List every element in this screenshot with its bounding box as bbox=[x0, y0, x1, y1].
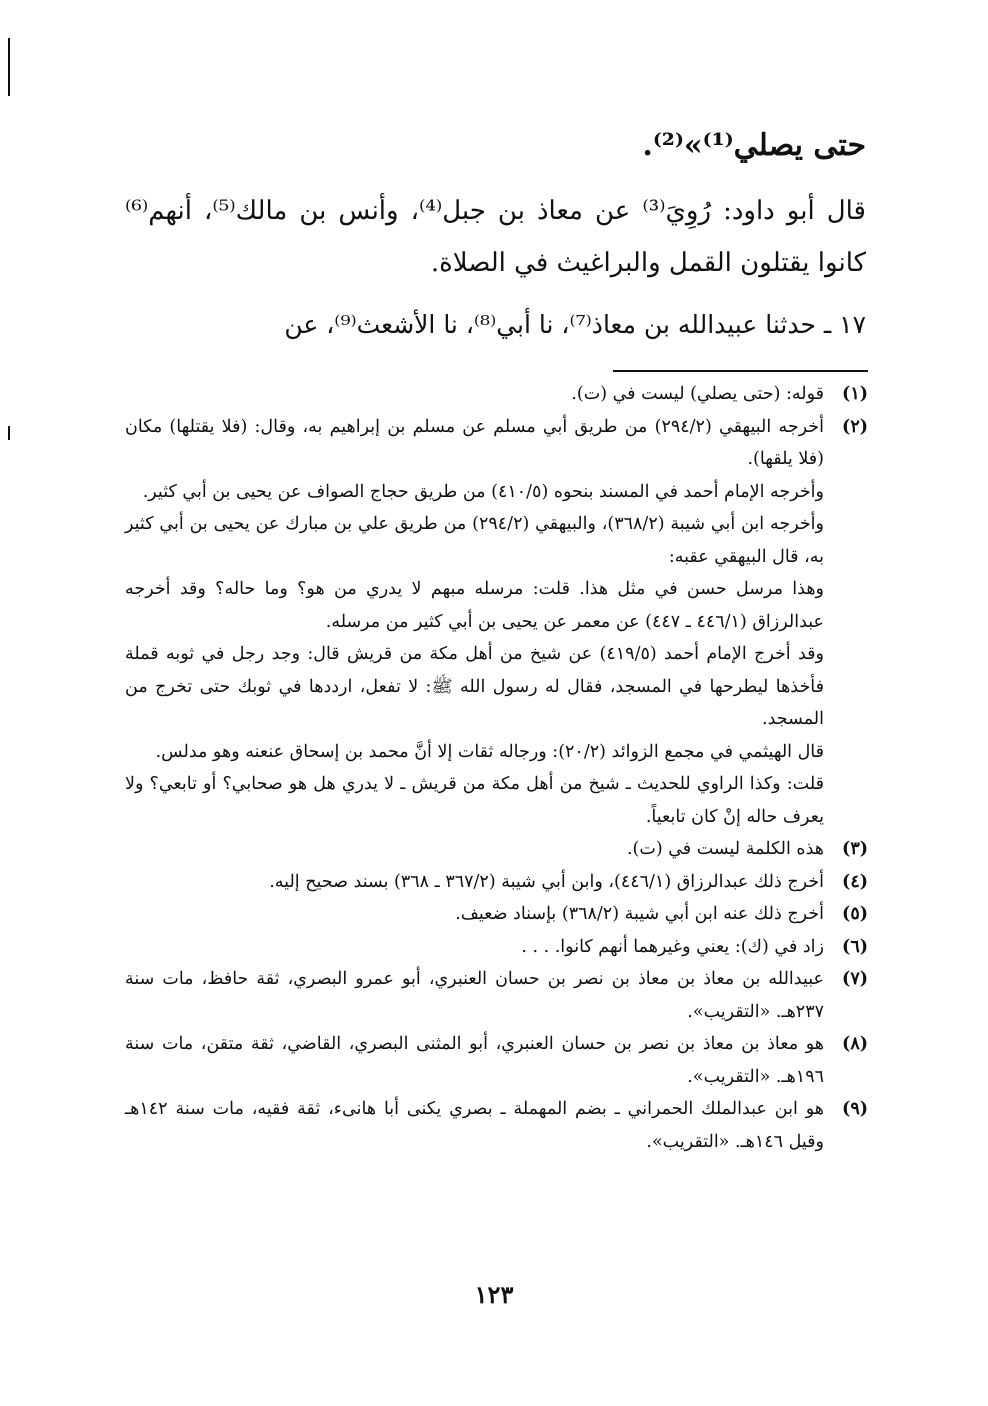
footnote-text bbox=[125, 898, 824, 931]
footnotes bbox=[125, 378, 868, 1158]
footnote-paragraph: قال الهيثمي في مجمع الزوائد (٢٠/٢): ورجاله ثقات إلا أنَّ محمد بن إسحاق عنعنه وهو مدلس. bbox=[155, 741, 824, 762]
footnote-paragraph: وأخرجه ابن أبي شيبة (٣٦٨/٢)، والبيهقي (٢٩٤/٢) من طريق علي بن مبارك عن يحيى بن أبي كثير به، قال البيهقي عقبه: bbox=[125, 514, 824, 567]
footnote bbox=[125, 963, 868, 1028]
footnote-number: (٩) bbox=[842, 1099, 868, 1119]
scan-margin-mark bbox=[8, 38, 10, 96]
footnote-number: (٨) bbox=[842, 1034, 868, 1054]
abu-dawud-paragraph: قال أبو داود: رُوِيَ⁽³⁾ عن معاذ بن جبل⁽⁴⁾، وأنس بن مالك⁽⁵⁾، أنهم⁽⁶⁾ كانوا يقتلون القمل والبراغيث في الصلاة. bbox=[125, 196, 866, 278]
scan-margin-mark bbox=[8, 426, 10, 440]
page-number: ١٢٣ bbox=[474, 1280, 514, 1309]
footnote-paragraph: أخرج ذلك عبدالرزاق (٤٤٦/١)، وابن أبي شيبة (٣٦٧/٢ ـ ٣٦٨) بسند صحيح إليه. bbox=[269, 871, 824, 892]
footnote-text bbox=[125, 411, 824, 834]
footnote-number: (٤) bbox=[842, 871, 868, 892]
footnote bbox=[125, 1028, 868, 1093]
footnote bbox=[125, 378, 868, 411]
footnote-number: (٦) bbox=[842, 936, 868, 957]
footnote-separator bbox=[613, 370, 868, 372]
footnote-paragraph: هو ابن عبدالملك الحمراني ـ بضم المهملة ـ بصري يكنى أبا هانىء، ثقة فقيه، مات سنة ١٤٢هـ وقيل ١٤٦هـ. «التقريب». bbox=[125, 1099, 824, 1152]
hadith-17-opening: ١٧ ـ حدثنا عبيدالله بن معاذ⁽⁷⁾، نا أبي⁽⁸⁾، نا الأشعث⁽⁹⁾، عن bbox=[284, 310, 866, 339]
footnote-number: (١) bbox=[842, 384, 868, 404]
footnote bbox=[125, 898, 868, 931]
footnote-text bbox=[125, 378, 824, 411]
footnote-paragraph: وأخرجه الإمام أحمد في المسند بنحوه (٤١٠/٥) من طريق حجاج الصواف عن يحيى بن أبي كثير. bbox=[142, 481, 824, 502]
footnote-number: (٢) bbox=[842, 416, 868, 437]
footnote-paragraph: زاد في (ك): يعني وغيرهما أنهم كانوا. . . . bbox=[521, 936, 824, 957]
footnote-number: (٣) bbox=[842, 839, 868, 859]
footnote-text bbox=[125, 833, 824, 866]
footnote-paragraph: عبيدالله بن معاذ بن معاذ بن نصر بن حسان العنبري، أبو عمرو البصري، ثقة حافظ، مات سنة ٢٣٧هـ. «التقريب». bbox=[125, 969, 824, 1022]
footnote-text bbox=[125, 866, 824, 899]
footnote-paragraph: قوله: (حتى يصلي) ليست في (ت). bbox=[571, 384, 824, 404]
footnote-paragraph: قلت: وكذا الراوي للحديث ـ شيخ من أهل مكة من قريش ـ لا يدري هل هو صحابي؟ أو تابعي؟ ولا يعرف حاله إنْ كان تابعياً. bbox=[125, 774, 824, 827]
footnote-text bbox=[125, 1093, 824, 1158]
footnote-paragraph: أخرجه البيهقي (٢٩٤/٢) من طريق أبي مسلم عن مسلم بن إبراهيم به، وقال: (فلا يقتلها) مكان (فلا يلقها). bbox=[125, 416, 824, 469]
footnote bbox=[125, 1093, 868, 1158]
footnote-paragraph: أخرج ذلك عنه ابن أبي شيبة (٣٦٨/٢) بإسناد ضعيف. bbox=[455, 904, 824, 924]
footnote-number: (٧) bbox=[842, 969, 868, 989]
main-text bbox=[125, 185, 866, 351]
footnote bbox=[125, 866, 868, 899]
footnote-text bbox=[125, 963, 824, 1028]
footnote bbox=[125, 833, 868, 866]
footnote bbox=[125, 931, 868, 964]
footnote-paragraph: هو معاذ بن معاذ بن نصر بن حسان العنبري، أبو المثنى البصري، القاضي، ثقة متقن، مات سنة ١٩٦هـ. «التقريب». bbox=[125, 1034, 824, 1087]
continued-hadith-line: حتى يصلي⁽¹⁾»⁽²⁾. bbox=[642, 128, 866, 163]
footnote-text bbox=[125, 1028, 824, 1093]
footnote-number: (٥) bbox=[842, 904, 868, 924]
footnote-paragraph: هذه الكلمة ليست في (ت). bbox=[626, 839, 824, 859]
footnote-paragraph: وهذا مرسل حسن في مثل هذا. قلت: مرسله مبهم لا يدري من هو؟ وما حاله؟ وقد أخرجه عبدالرزاق (٤٤٦/١ ـ ٤٤٧) عن معمر عن يحيى بن أبي كثير من مرسله. bbox=[125, 579, 824, 632]
footnote-text bbox=[125, 931, 824, 964]
footnote-paragraph: وقد أخرج الإمام أحمد (٤١٩/٥) عن شيخ من أهل مكة من قريش قال: وجد رجل في ثوبه قملة فأخذها ليطرحها في المسجد، فقال له رسول الله ﷺ: لا تفعل، ارددها في ثوبك حتى تخرج من المسجد. bbox=[125, 644, 824, 729]
footnote bbox=[125, 411, 868, 834]
